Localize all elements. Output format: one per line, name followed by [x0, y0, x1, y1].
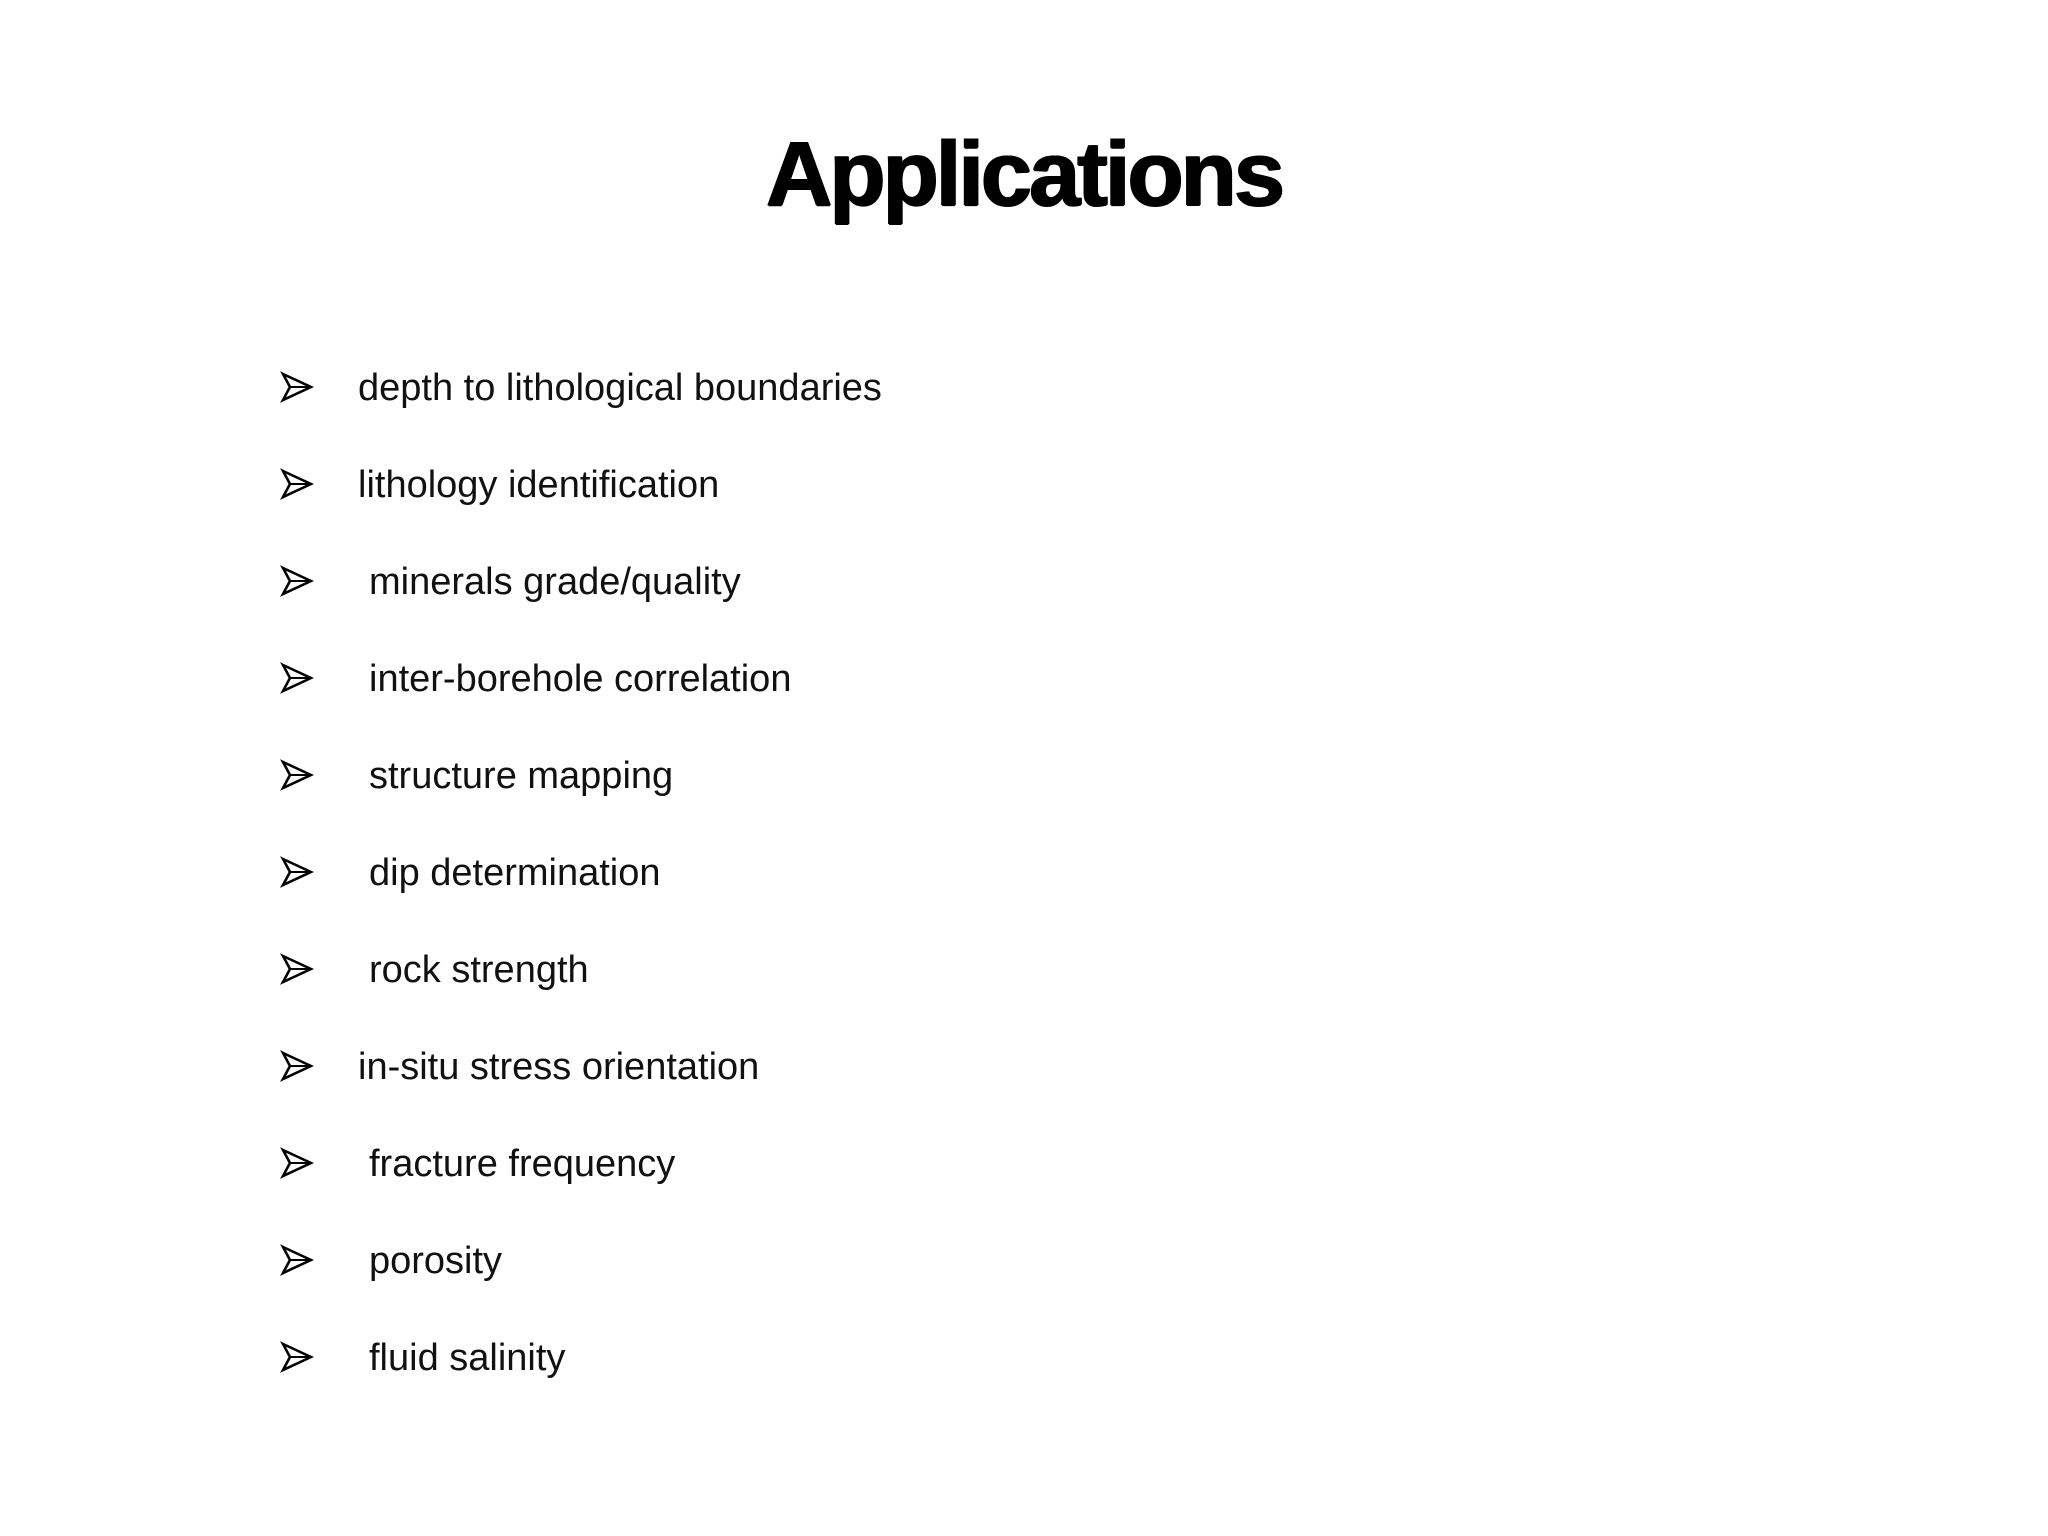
- list-item: [0, 843, 2048, 903]
- arrowhead-bullet-icon: [280, 952, 314, 986]
- bullet-text: porosity: [369, 1240, 503, 1282]
- arrowhead-bullet-icon: [280, 467, 314, 501]
- list-item: [0, 1328, 2048, 1388]
- bullet-text: dip determination: [369, 852, 661, 894]
- arrowhead-bullet-icon: [280, 1243, 314, 1277]
- arrowhead-bullet-icon: [280, 661, 314, 695]
- bullet-text: rock strength: [369, 949, 589, 991]
- list-item: [0, 1037, 2048, 1097]
- arrowhead-bullet-icon: [280, 1340, 314, 1374]
- bullet-text: depth to lithological boundaries: [358, 367, 882, 409]
- list-item: [0, 1134, 2048, 1194]
- bullet-text: minerals grade/quality: [369, 561, 741, 603]
- bullet-text: structure mapping: [369, 755, 674, 797]
- list-item: [0, 455, 2048, 515]
- list-item: [0, 649, 2048, 709]
- bullet-text: fracture frequency: [369, 1143, 676, 1185]
- slide-title: Applications: [765, 123, 1283, 225]
- list-item: [0, 940, 2048, 1000]
- arrowhead-bullet-icon: [280, 1146, 314, 1180]
- list-item: [0, 552, 2048, 612]
- arrowhead-bullet-icon: [280, 758, 314, 792]
- arrowhead-bullet-icon: [280, 564, 314, 598]
- arrowhead-bullet-icon: [280, 370, 314, 404]
- bullet-text: in-situ stress orientation: [358, 1046, 760, 1088]
- arrowhead-bullet-icon: [280, 1049, 314, 1083]
- bullet-text: fluid salinity: [369, 1337, 566, 1379]
- list-item: [0, 358, 2048, 418]
- list-item: [0, 1231, 2048, 1291]
- arrowhead-bullet-icon: [280, 855, 314, 889]
- bullet-text: inter-borehole correlation: [369, 658, 792, 700]
- bullet-text: lithology identification: [358, 464, 720, 506]
- list-item: [0, 746, 2048, 806]
